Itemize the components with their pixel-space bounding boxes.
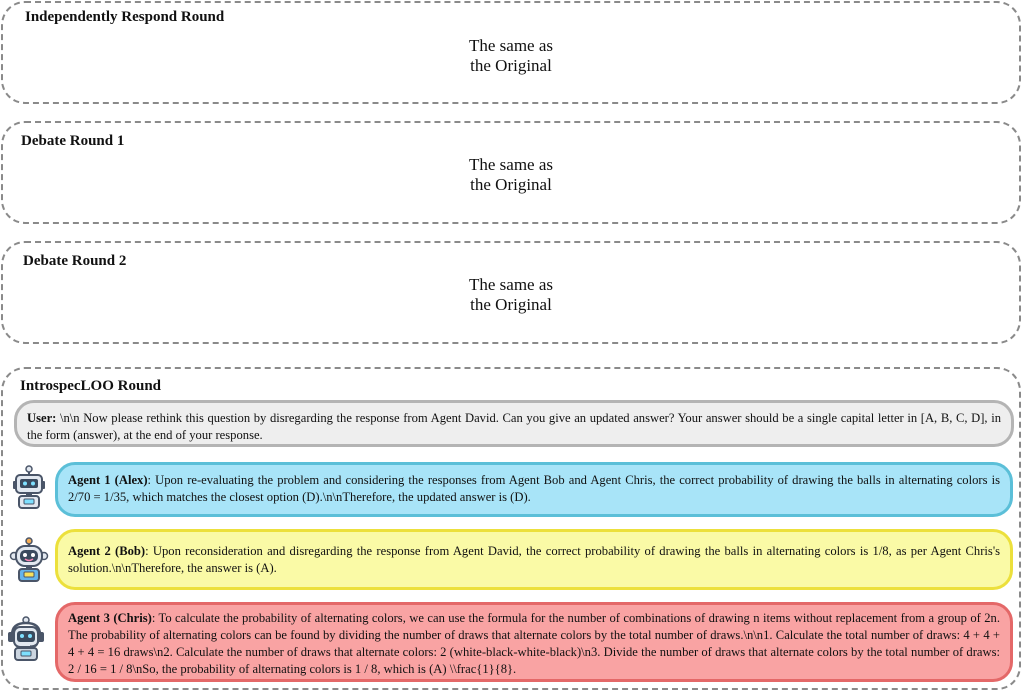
round-body — [3, 275, 1019, 315]
robot-icon — [9, 537, 49, 583]
round-body-line: the Original — [470, 56, 552, 75]
agent-3-label: Agent 3 (Chris) — [68, 611, 152, 625]
user-message — [14, 400, 1014, 447]
agent-2-message — [55, 529, 1013, 590]
debate-round-2-panel — [1, 241, 1021, 344]
round-body-line: the Original — [470, 175, 552, 194]
user-label: User: — [27, 411, 57, 425]
agent-3-text: : To calculate the probability of alternating colors, we can use the formula for the number of combinations of drawing n items without replacement from a group of 2n. The probability of alternating colors can be found by dividing the number of draws that alternate colors by the total number of draws.\n\n1. Calculate the total number of draws: 4 + 4 + 4 + 4 = 16 draws\n2. Calculate the number of draws that alternate colors: 2 (white-black-white-black)\n3. Divide the number of draws that alternate colors by the total number of draws: 2 / 16 = 1 / 8\nSo, the probability of alternating colors is 1 / 8, which is (A) \\frac{1}{8}. — [68, 611, 1000, 676]
agent-1-label: Agent 1 (Alex) — [68, 473, 148, 487]
agent-3-message — [55, 602, 1013, 682]
agent-1-message — [55, 462, 1013, 517]
agent-1-avatar — [9, 465, 49, 511]
agent-1-text: : Upon re-evaluating the problem and considering the responses from Agent Bob and Agent Chris, the correct probability of drawing the balls in alternating colors is 2/70 = 1/35, which matches the closest option (D).\n\nTherefore, the updated answer is (D). — [68, 473, 1000, 504]
robot-icon — [6, 615, 46, 661]
robot-icon — [9, 465, 49, 511]
round-title: Independently Respond Round — [25, 9, 225, 25]
round-title: IntrospecLOO Round — [20, 378, 162, 394]
round-title: Debate Round 2 — [23, 253, 127, 269]
independent-round-panel — [1, 1, 1021, 104]
round-body-line: the Original — [470, 295, 552, 314]
round-body-line: The same as — [468, 36, 554, 55]
round-body-line: The same as — [468, 275, 554, 294]
user-message-text: \n\n Now please rethink this question by disregarding the response from Agent David. Can you give an updated answer? Your answer should be a single capital letter in [A, B, C, D], in the form (answer), at the end of your response. — [27, 411, 1001, 442]
round-body-line: The same as — [468, 155, 554, 174]
round-title: Debate Round 1 — [21, 133, 125, 149]
round-body — [3, 155, 1019, 195]
round-body — [3, 36, 1019, 76]
debate-round-1-panel — [1, 121, 1021, 224]
agent-2-text: : Upon reconsideration and disregarding the response from Agent David, the correct probability of drawing the balls in alternating colors is 1/8, as per Agent Chris's solution.\n\nTherefore, the answer is (A). — [68, 544, 1000, 575]
agent-2-avatar — [9, 537, 49, 583]
agent-2-label: Agent 2 (Bob) — [68, 544, 146, 558]
agent-3-avatar — [6, 615, 46, 661]
